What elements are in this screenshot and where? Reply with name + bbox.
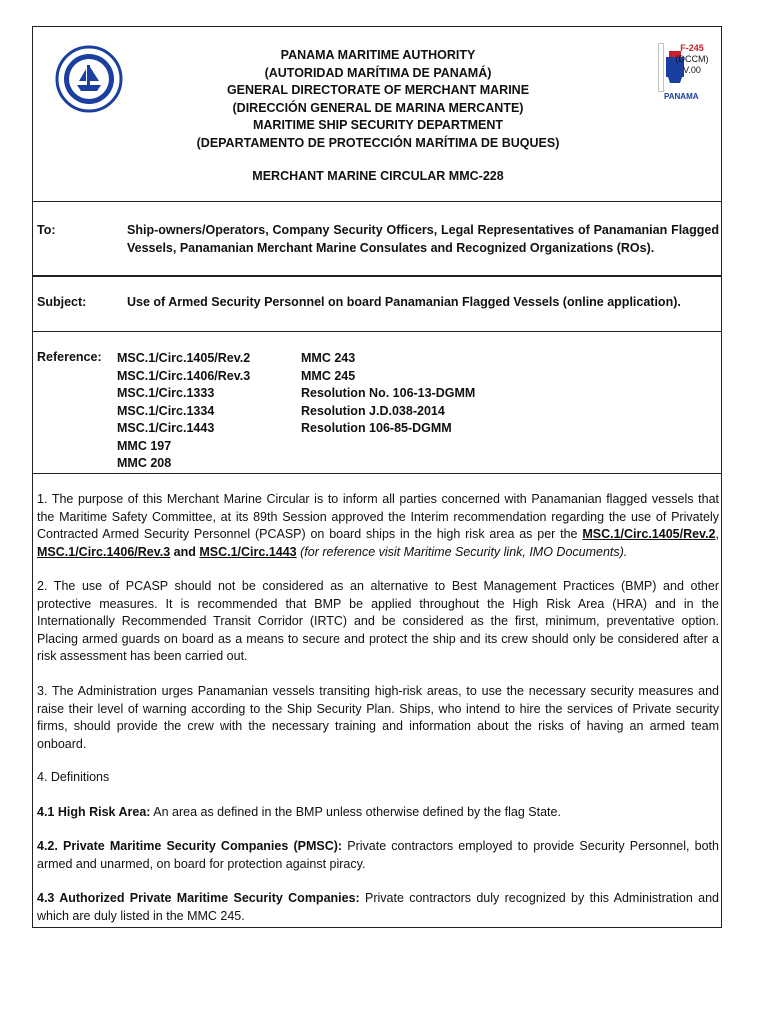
reference-item: Resolution No. 106-13-DGMM [301, 386, 476, 400]
definition-4-3: 4.3 Authorized Private Maritime Security Companies: Private contractors duly recognized by this Administration and which are duly listed in the MMC 245. [37, 891, 720, 923]
subject-text: Use of Armed Security Personnel on board Panamanian Flagged Vessels (online application). [127, 295, 681, 309]
msc-circ-1406-link[interactable]: MSC.1/Circ.1406/Rev.3 [37, 544, 171, 559]
reference-item: MMC 243 [301, 351, 356, 365]
header-line-1: PANAMA MARITIME AUTHORITY [280, 48, 476, 62]
reference-item: MMC 245 [301, 368, 356, 383]
panama-flag-logo [658, 43, 710, 105]
reference-list-left [117, 350, 250, 473]
subject-label: Subject: [37, 295, 87, 309]
divider [33, 275, 721, 277]
reference-label: Reference: [37, 350, 102, 364]
panama-logo-label: PANAMA [664, 92, 699, 101]
msc-circ-1443-link[interactable]: MSC.1/Circ.1443 [199, 544, 297, 559]
divider [33, 473, 721, 474]
form-code: F-245 (DCCM) V.00 [675, 43, 709, 75]
header-line-4: (DIRECCIÓN GENERAL DE MARINA MERCANTE) [232, 100, 524, 115]
to-label: To: [37, 223, 56, 237]
paragraph-2: 2. The use of PCASP should not be considered as an alternative to Best Management Practices (BMP) and other protective measures. It is recommended that BMP be applied throughout the High Risk Area (HRA) and in the Internationally Recommended Transit Corridor (IRTC) and be considered as the first, minimum, preventative option. Placing armed guards on board as a means to secure and protect the ship and its crew should only be considered after a risk assessment has been carried out. [37, 579, 719, 663]
maritime-authority-seal-icon [55, 45, 123, 113]
definitions-heading: 4. Definitions [37, 770, 110, 784]
reference-item: MSC.1/Circ.1443 [117, 421, 215, 435]
reference-item: MMC 208 [117, 456, 172, 470]
paragraph-1: 1. The purpose of this Merchant Marine Circular is to inform all parties concerned with Panamanian flagged vessels that the Maritime Safety Committee, at its 89th Session approved the Interim recommendation regarding the use of Privately Contracted Armed Security Personnel (PCASP) on board ships in the high risk area as per the MSC.1/Circ.1405/Rev.2, MSC.1/Circ.1406/Rev.3 and MSC.1/Circ.1443 (for reference visit Maritime Security link, IMO Documents). [37, 492, 719, 559]
reference-list-right [301, 350, 475, 438]
reference-item: Resolution 106-85-DGMM [301, 421, 452, 435]
msc-circ-1405-link[interactable]: MSC.1/Circ.1405/Rev.2 [582, 527, 716, 541]
paragraph-3: 3. The Administration urges Panamanian vessels transiting high-risk areas, to use the necessary security measures and raise their level of warning according to the Ship Security Plan. Ships, who intend to hire the services of Private security firms, should provide the crew with the necessary training and information about the risks of having an armed team onboard. [37, 684, 719, 751]
header-line-5: MARITIME SHIP SECURITY DEPARTMENT [252, 118, 504, 132]
divider [33, 331, 721, 332]
reference-item: Resolution J.D.038-2014 [301, 403, 445, 418]
header-title-block [133, 47, 623, 152]
reference-item: MSC.1/Circ.1406/Rev.3 [117, 368, 251, 383]
reference-item: MSC.1/Circ.1334 [117, 403, 215, 418]
circular-title: MERCHANT MARINE CIRCULAR MMC-228 [252, 169, 504, 183]
header-line-3: GENERAL DIRECTORATE OF MERCHANT MARINE [226, 83, 530, 97]
reference-item: MSC.1/Circ.1405/Rev.2 [117, 351, 251, 365]
to-recipients: Ship-owners/Operators, Company Security Officers, Legal Representatives of Panamanian Flagged Vessels, Panamanian Merchant Marine Consulates and Recognized Organizations (ROs). [127, 223, 719, 255]
definition-4-2: 4.2. Private Maritime Security Companies (PMSC): Private contractors employed to provide Security Personnel, both armed and unarmed, on board for protection against piracy. [37, 839, 719, 871]
definition-4-1: 4.1 High Risk Area: An area as defined in the BMP unless otherwise defined by the flag State. [37, 805, 561, 819]
circular-page [32, 26, 722, 928]
header-block [33, 27, 721, 202]
reference-item: MMC 197 [117, 438, 172, 453]
header-line-2: (AUTORIDAD MARÍTIMA DE PANAMÁ) [264, 65, 492, 80]
reference-item: MSC.1/Circ.1333 [117, 386, 215, 400]
header-line-6: (DEPARTAMENTO DE PROTECCIÓN MARÍTIMA DE BUQUES) [196, 135, 560, 150]
